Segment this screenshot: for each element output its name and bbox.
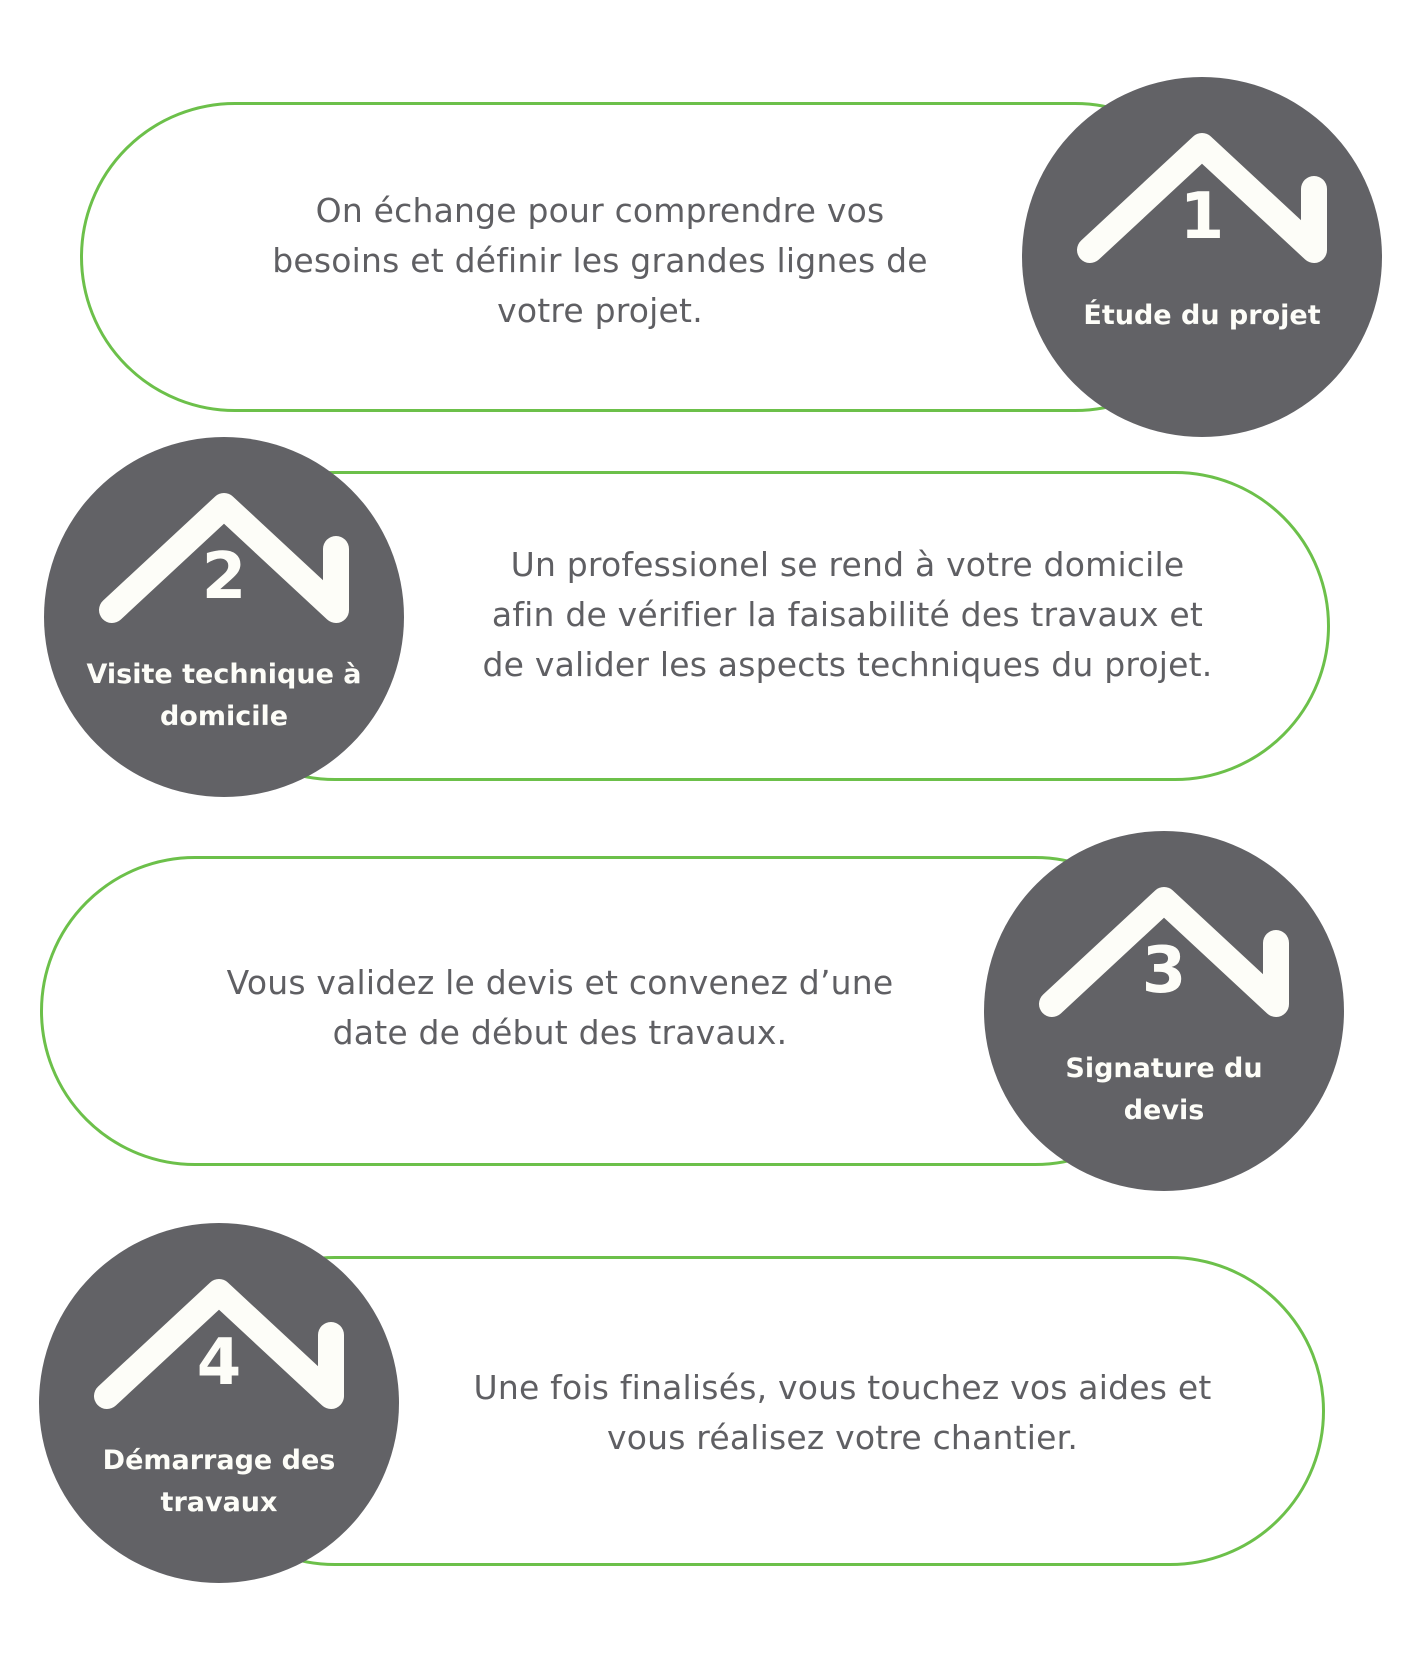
step-2-description: Un professionel se rend à votre domicile afin de vérifier la faisabilité des travaux et de valider les aspects techniques du projet.: [482, 545, 1213, 684]
step-2-title: Visite technique à domicile: [86, 659, 362, 732]
step-3-title: Signature du devis: [1065, 1053, 1263, 1126]
house-roof-icon: [1022, 77, 1382, 437]
step-4-description: Une fois finalisés, vous touchez vos aides et vous réalisez votre chantier.: [473, 1368, 1212, 1457]
step-4-title: Démarrage des travaux: [102, 1445, 336, 1518]
step-3-description: Vous validez le devis et convenez d’une date de début des travaux.: [226, 963, 894, 1052]
step-2-number: 2: [201, 540, 247, 614]
step-3-badge: [984, 831, 1344, 1191]
step-2-badge: [44, 437, 404, 797]
step-4-badge: [39, 1223, 399, 1583]
step-1-title: Étude du projet: [1083, 300, 1321, 331]
house-roof-icon: [984, 831, 1344, 1191]
step-4-number: 4: [196, 1326, 242, 1400]
step-1-description: On échange pour comprendre vos besoins et définir les grandes lignes de votre projet.: [272, 191, 928, 330]
step-3-number: 3: [1141, 934, 1187, 1008]
step-1-badge: [1022, 77, 1382, 437]
house-roof-icon: [44, 437, 404, 797]
house-roof-icon: [39, 1223, 399, 1583]
step-1-number: 1: [1179, 180, 1225, 254]
